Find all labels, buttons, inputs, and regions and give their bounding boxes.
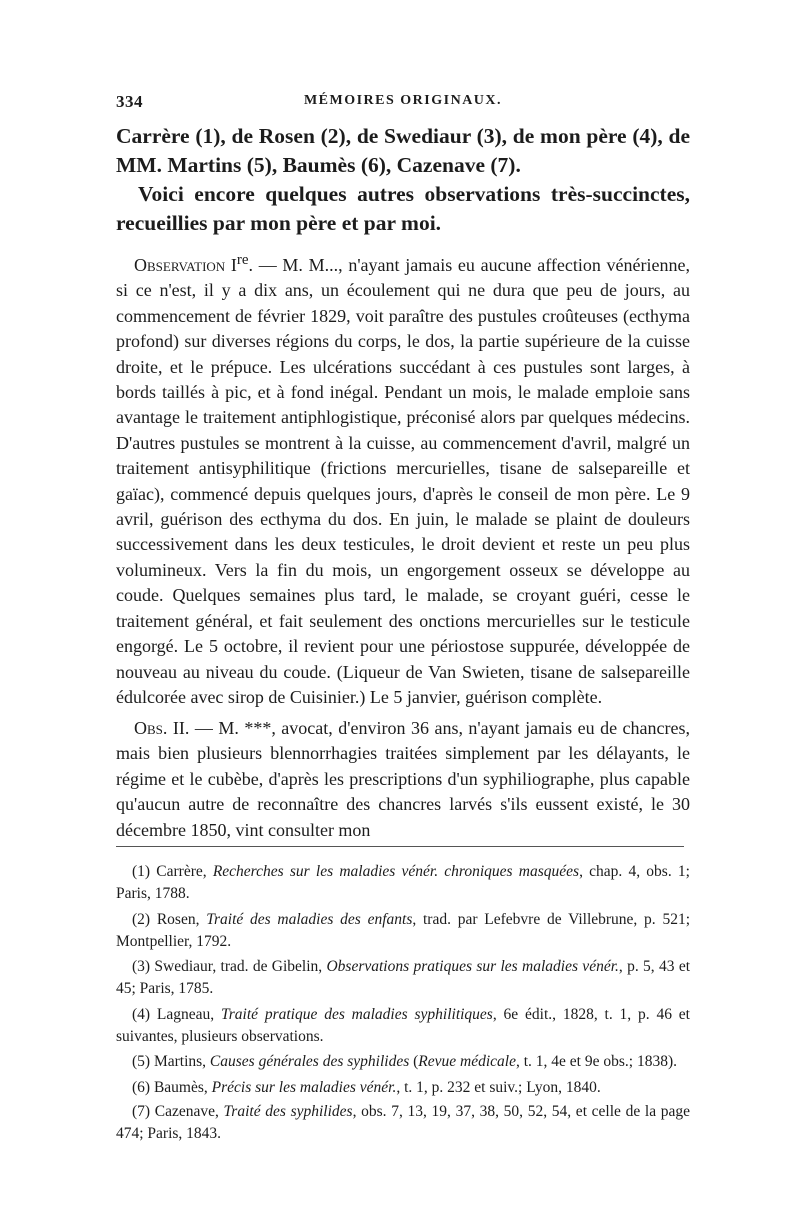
footnote-details: , obs. 7, 13, 19, 37, 38, 50, 52, 54, et celle de la page 474; Paris, 1843. xyxy=(116,1102,691,1143)
observation-1-number-sup: re xyxy=(236,252,249,268)
footnote-details: , p. 5, 43 et 45; Paris, 1785. xyxy=(116,958,691,998)
footnote-title: Traité pratique des maladies syphilitiques xyxy=(220,1005,493,1023)
footnote-details: ( xyxy=(409,1053,419,1071)
footnote xyxy=(116,909,690,954)
observation-1-text: . — M. M..., n'ayant jamais eu aucune affection vénérienne, si ce n'est, il y a dix ans, un écoulement qui ne dura que peu de jours, au commencement de février 1829, voit paraître des pustules croûteuses (ecthyma profond) sur diverses régions du corps, le dos, la partie supérieure de la cuisse droite, et le prépuce. Les ulcérations succédant à ces pustules sont larges, à bords taillés à pic, et à fond inégal. Pendant un mois, le malade emploie sans avantage le traitement antiphlogistique, préconisé alors par quelques médecins. D'autres pustules se montrent à la cuisse, au commencement d'avril, malgré un traitement antisyphilitique (frictions mercurielles, tisane de salsepareille et gaïac), commencé depuis quelques jours, d'après le conseil de mon père. Le 9 avril, guérison des ecthyma du dos. En juin, le malade se plaint de douleurs successivement dans les deux testicules, le droit devient et reste un peu plus volumineux. Vers la fin du mois, un engorgement osseux se développe au coude. Quelques semaines plus tard, le malade, se croyant guéri, cesse le traitement général, et fait seulement des onctions mercurielles sur le testicule engorgé. Le 5 octobre, il revient pour une périostose suppurée, développée de nouveau au niveau du coude. (Liqueur de Van Swieten, tisane de salsepareille édulcorée avec sirop de Cuisinier.) Le 5 janvier, guérison complète. xyxy=(116,255,691,707)
footnote-author: (4) Lagneau, xyxy=(132,1005,221,1023)
footnote-author: (5) Martins, xyxy=(132,1053,210,1071)
footnote-title: Recherches sur les maladies vénér. chroniques masquées xyxy=(212,863,580,880)
footnote xyxy=(116,1077,690,1099)
lead-paragraphs xyxy=(116,122,690,238)
footnote-author: (7) Cazenave, xyxy=(132,1102,224,1120)
observation-1-label: Observation xyxy=(134,255,226,275)
observation-2-label: Obs. xyxy=(134,718,168,738)
lead-paragraph-1: Carrère (1), de Rosen (2), de Swediaur (3), de mon père (4), de MM. Martins (5), Baumès (6), Cazenave (7). xyxy=(116,124,690,177)
footnote-details: , trad. par Lefebvre de Villebrune, p. 521; Montpellier, 1792. xyxy=(116,910,690,950)
observation-2-text: II. — M. ***, avocat, d'environ 36 ans, n'ayant jamais eu de chancres, mais bien plusieurs blennorrhagies traitées simplement par les délayants, le régime et le cubèbe, d'après les prescriptions d'un syphiliographe, plus capable qu'aucun autre de reconnaître des chancres larvés s'ils eussent existé, le 30 décembre 1850, vint consulter mon xyxy=(116,718,690,840)
footnote-author: (3) Swediaur, trad. de Gibelin, xyxy=(132,958,327,976)
footnote-details: , chap. 4, obs. 1; Paris, 1788. xyxy=(116,863,690,903)
observation-1 xyxy=(116,248,690,710)
footnote-title: Précis sur les maladies vénér. xyxy=(211,1078,397,1096)
footnote-title: Traité des maladies des enfants xyxy=(206,910,413,928)
footnote-journal-title: Revue médicale xyxy=(418,1053,516,1071)
footnote-title: Causes générales des syphilides xyxy=(209,1053,410,1071)
footnote-author: (6) Baumès, xyxy=(132,1078,212,1096)
footnote xyxy=(116,1004,690,1049)
footnote-title: Observations pratiques sur les maladies vénér. xyxy=(326,958,619,976)
footnote xyxy=(116,1051,690,1073)
footnote-author: (1) Carrère, xyxy=(132,863,213,880)
page-number: 334 xyxy=(116,92,143,111)
page-header xyxy=(116,92,690,116)
footnote-details-2: , t. 1, 4e et 9e obs.; 1838). xyxy=(515,1053,677,1071)
footnote-details: , 6e édit., 1828, t. 1, p. 46 et suivantes, plusieurs observations. xyxy=(116,1005,690,1046)
footnote-details: , t. 1, p. 232 et suiv.; Lyon, 1840. xyxy=(396,1078,601,1096)
observation-2 xyxy=(116,716,690,843)
footnote xyxy=(116,861,690,906)
running-title: MÉMOIRES ORIGINAUX. xyxy=(303,93,503,108)
footnote-separator xyxy=(116,846,684,847)
lead-paragraph-2: Voici encore quelques autres observations très-succinctes, recueillies par mon père et par moi. xyxy=(116,182,690,235)
footnote-title: Traité des syphilides xyxy=(223,1102,353,1120)
footnote xyxy=(116,956,690,1001)
footnote xyxy=(116,1101,690,1146)
footnote-author: (2) Rosen, xyxy=(132,910,207,928)
observation-1-number: I xyxy=(230,255,237,275)
footnotes xyxy=(116,861,690,1149)
